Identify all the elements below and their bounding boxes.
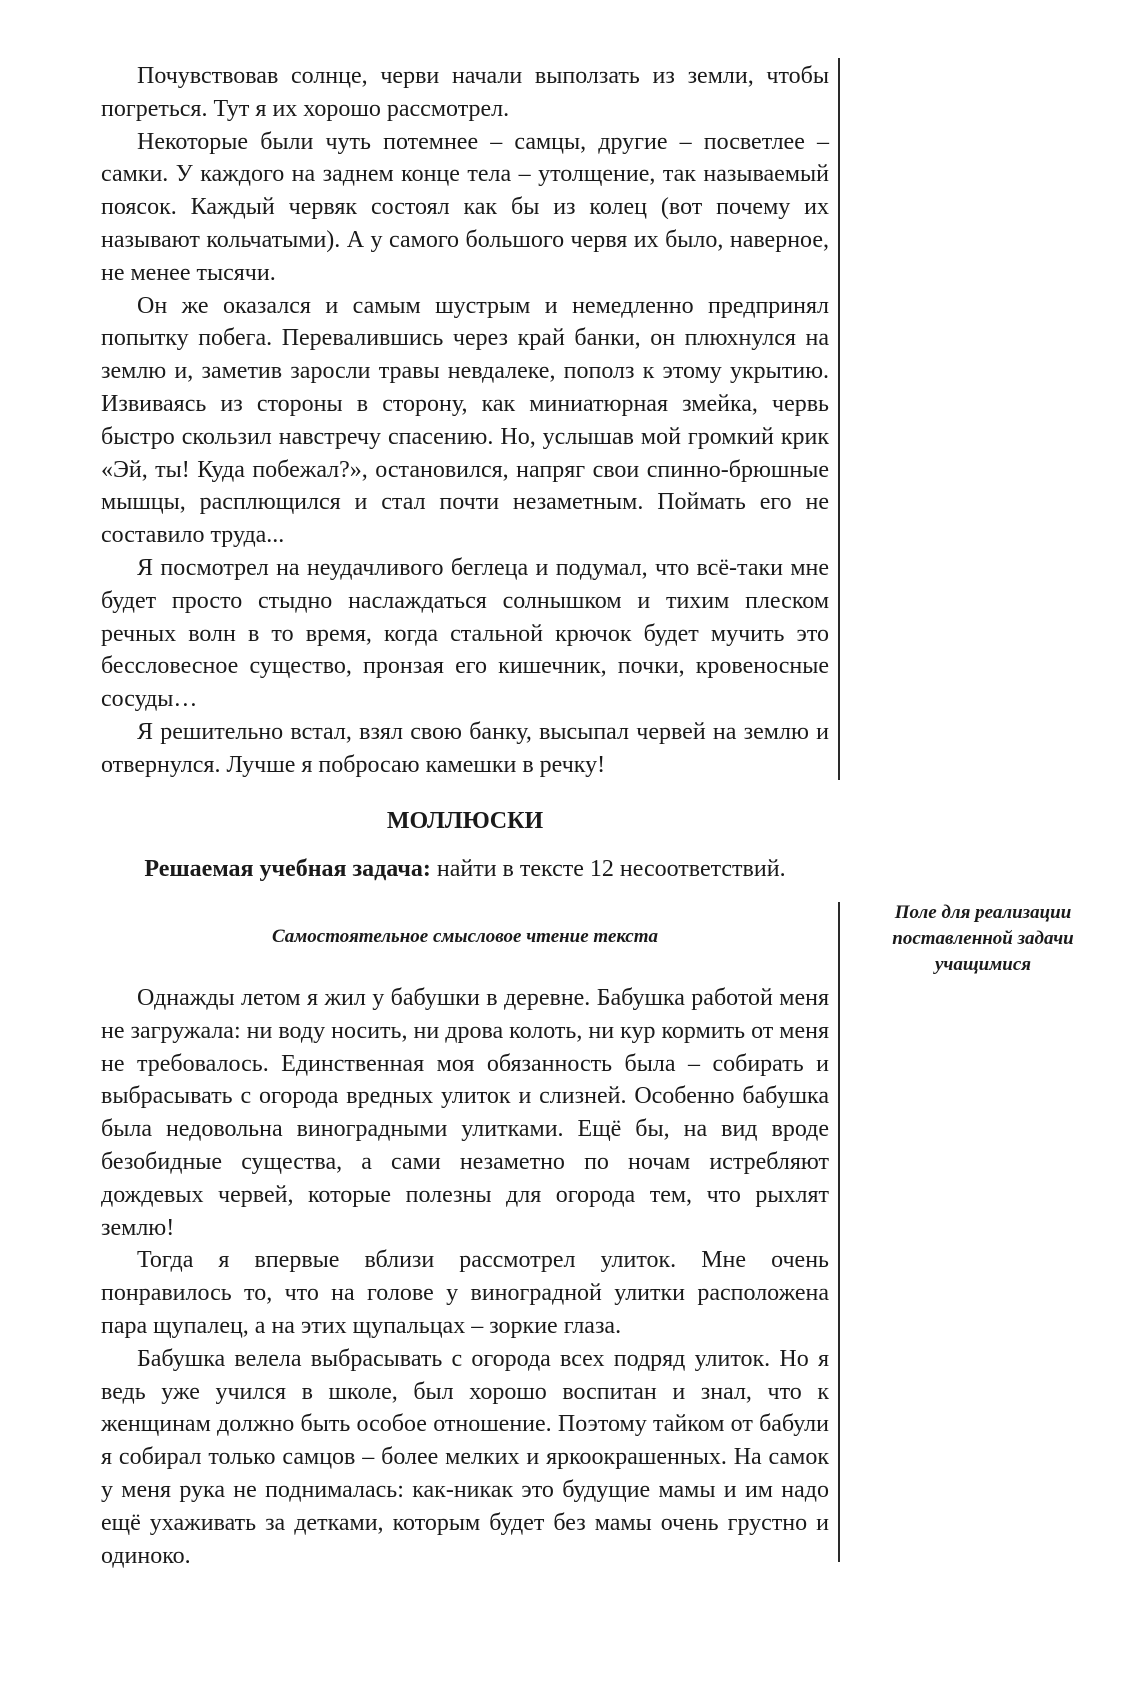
paragraph: Он же оказался и самым шустрым и немедленно предпринял попытку побега. Перевалившись через край банки, он плюхнулся на землю и, заметив заросли травы невдалеке, пополз к этому укрытию. Извиваясь из стороны в сторону, как миниатюрная змейка, червь быстро скользил навстречу спасению. Но, услышав мой громкий крик «Эй, ты! Куда побежал?», остановился, напряг свои спинно-брюшные мышцы, расплющился и стал почти незаметным. Поймать его не составило труда... [101,292,829,549]
side-note-line: учащимися [934,954,1032,975]
paragraph: Почувствовав солнце, черви начали выползать из земли, чтобы погреться. Тут я их хорошо рассмотрел. [101,63,829,122]
side-note-line: поставленной задачи [892,928,1074,949]
paragraph: Я решительно встал, взял свою банку, высыпал червей на землю и отвернулся. Лучше я побросаю камешки в речку! [101,718,829,778]
paragraph: Тогда я впервые вблизи рассмотрел улиток. Мне очень понравилось то, что на голове у виноградной улитки расположена пара щупалец, а на этих щупальцах – зоркие глаза. [101,1247,829,1339]
learning-task [101,856,829,883]
side-note [862,900,1104,978]
reading-subheading: Самостоятельное смысловое чтение текста [271,926,659,947]
learning-task-text: найти в тексте 12 несоответствий. [430,856,786,882]
paragraph: Бабушка велела выбрасывать с огорода всех подряд улиток. Но я ведь уже учился в школе, был хорошо воспитан и знал, что к женщинам должно быть особое отношение. Поэтому тайком от бабули я собирал только самцов – более мелких и яркоокрашенных. На самок у меня рука не поднималась: как-никак это будущие мамы и им надо ещё ухаживать за детками, которым будет без мамы очень грустно и одиноко. [101,1345,829,1569]
paragraph: Я посмотрел на неудачливого беглеца и подумал, что всё-таки мне будет просто стыдно наслаждаться солнышком и тихим плеском речных волн в то время, когда стальной крючок будет мучить это бессловесное существо, пронзая его кишечник, почки, кровеносные сосуды… [101,554,829,713]
margin-divider-line [838,902,840,1562]
paragraph: Однажды летом я жил у бабушки в деревне. Бабушка работой меня не загружала: ни воду носить, ни дрова колоть, ни кур кормить от меня не требовалось. Единственная моя обязанность была – собирать и выбрасывать с огорода вредных улиток и слизней. Особенно бабушка была недовольна виноградными улитками. Ещё бы, на вид вроде безобидные существа, а сами незаметно по ночам истребляют дождевых червей, которые полезны для огорода тем, что рыхлят землю! [101,985,829,1241]
section-title: МОЛЛЮСКИ [386,808,544,834]
earlier-story-text [101,60,829,782]
learning-task-label: Решаемая учебная задача: [144,856,431,882]
paragraph: Некоторые были чуть потемнее – самцы, другие – посветлее – самки. У каждого на заднем конце тела – утолщение, так называемый поясок. Каждый червяк состоял как бы из колец (вот почему их называют кольчатыми). А у самого большого червя их было, наверное, не менее тысячи. [101,128,829,286]
mollusk-story-text [101,982,829,1572]
margin-divider-line [838,58,840,780]
side-note-line: Поле для реализации [894,902,1072,923]
